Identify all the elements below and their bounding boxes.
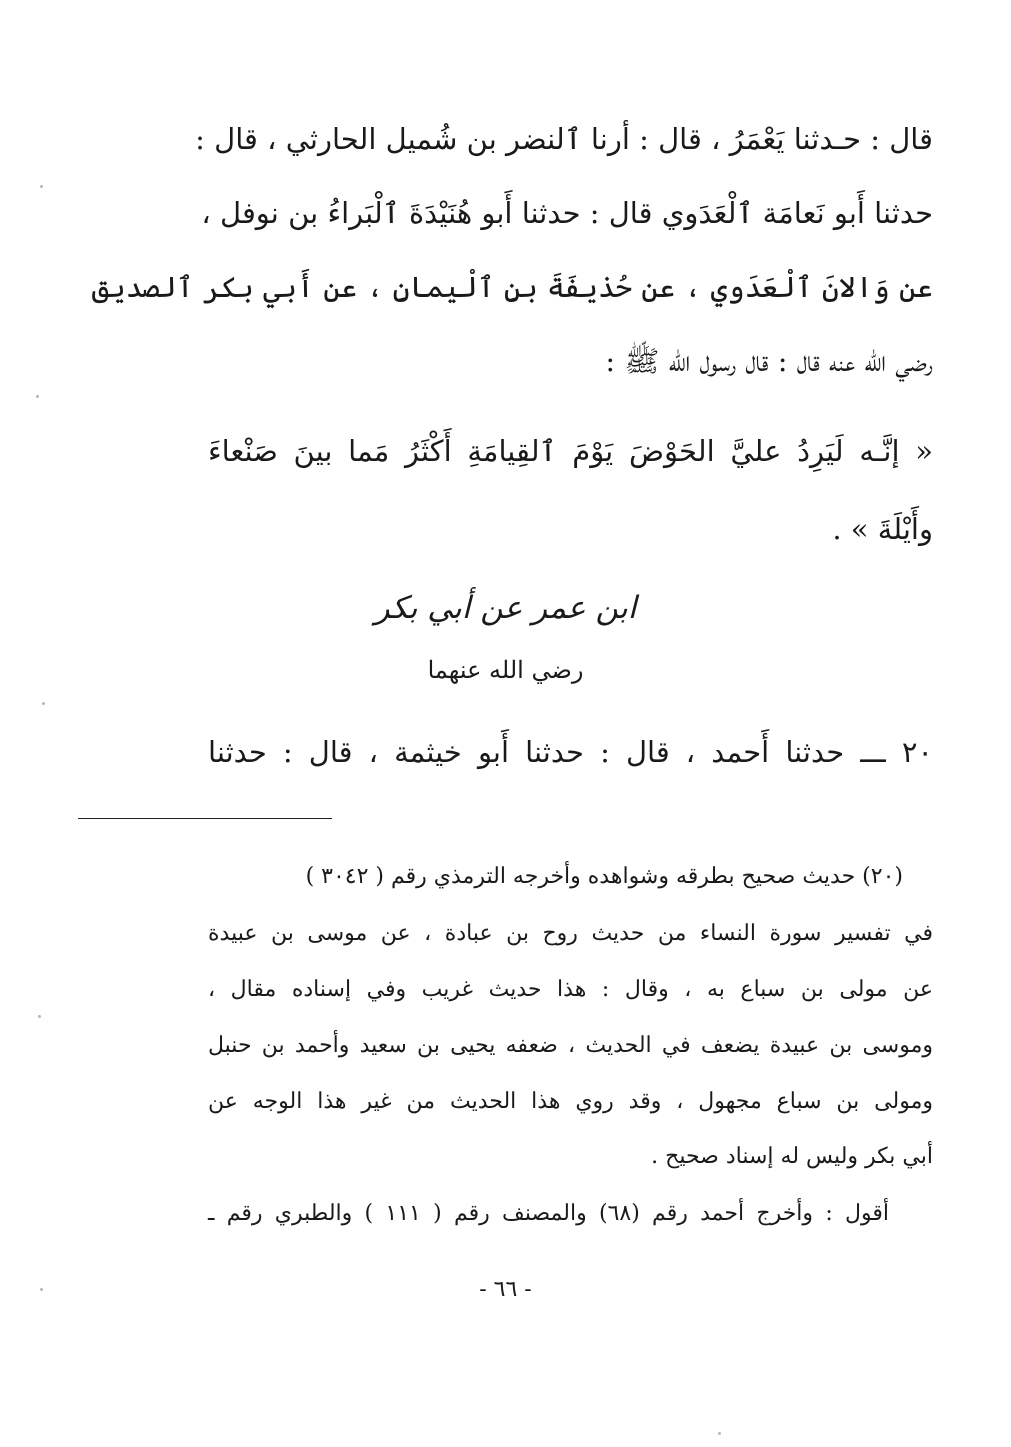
footnote-comment-line: أقول : وأخرج أحمد رقم (٦٨) والمصنف رقم ( ١١١ ) والطبري رقم ـ bbox=[208, 1201, 889, 1226]
footnote-line-5: ومولى بن سباع مجهول ، وقد روي هذا الحديث من غير هذا الوجه عن bbox=[208, 1089, 933, 1114]
quoted-hadith-line-2: وأَيْلَةَ » . bbox=[832, 512, 933, 546]
footnote-line-2: في تفسير سورة النساء من حديث روح بن عبادة ، عن موسى بن عبيدة bbox=[208, 921, 933, 946]
quoted-hadith-line-1: « إنَّـه لَيَرِدُ عليَّ الحَوْضَ يَوْمَ ٱلقِيامَةِ أَكْثَرُ مَما بينَ صَنْعاءَ bbox=[208, 434, 933, 468]
scan-speck bbox=[718, 1432, 721, 1435]
scan-speck bbox=[38, 1015, 41, 1018]
footnote-line-6: أبي بكر وليس له إسناد صحيح . bbox=[651, 1144, 933, 1169]
scan-speck bbox=[42, 702, 45, 705]
footnote-line-3: عن مولى بن سباع به ، وقال : هذا حديث غريب وفي إسناده مقال ، bbox=[208, 977, 933, 1002]
scan-speck bbox=[36, 395, 39, 398]
hadith-20-line: ٢٠ ـــ حدثنا أَحمد ، قال : حدثنا أَبو خيثمة ، قال : حدثنا bbox=[208, 735, 933, 769]
main-text-line-4: رضي الله عنه قال : قال رسول الله ﷺ : bbox=[605, 344, 933, 378]
main-text-line-3: عن وَالانَ ٱلْعَدَوي ، عن حُذيفَةَ بنِ ٱلْيمانِ ، عن أَبي بكر ٱلصديق bbox=[91, 270, 933, 304]
section-title: ابن عمر عن أبي بكر bbox=[374, 590, 637, 626]
section-subtitle: رضي الله عنهما bbox=[427, 656, 584, 684]
footnote-line-1: (٢٠) حديث صحيح بطرقه وشواهده وأخرجه الترمذي رقم ( ٣٠٤٢ ) bbox=[305, 864, 903, 889]
page-number: - ٦٦ - bbox=[479, 1277, 532, 1302]
main-text-line-2: حدثنا أَبو نَعامَة ٱلْعَدَوي قال : حدثنا أَبو هُنَيْدَةَ ٱلْبَراءُ بن نوفل ، bbox=[201, 196, 933, 230]
footnote-separator bbox=[78, 818, 332, 819]
main-text-line-1: قال : حـدثنا يَعْمَرُ ، قال : أرنا ٱلنضر بن شُميل الحارثي ، قال : bbox=[195, 122, 933, 156]
scan-speck bbox=[40, 1288, 43, 1291]
scan-speck bbox=[40, 185, 43, 188]
footnote-line-4: وموسى بن عبيدة يضعف في الحديث ، ضعفه يحيى بن سعيد وأحمد بن حنبل bbox=[208, 1033, 933, 1058]
